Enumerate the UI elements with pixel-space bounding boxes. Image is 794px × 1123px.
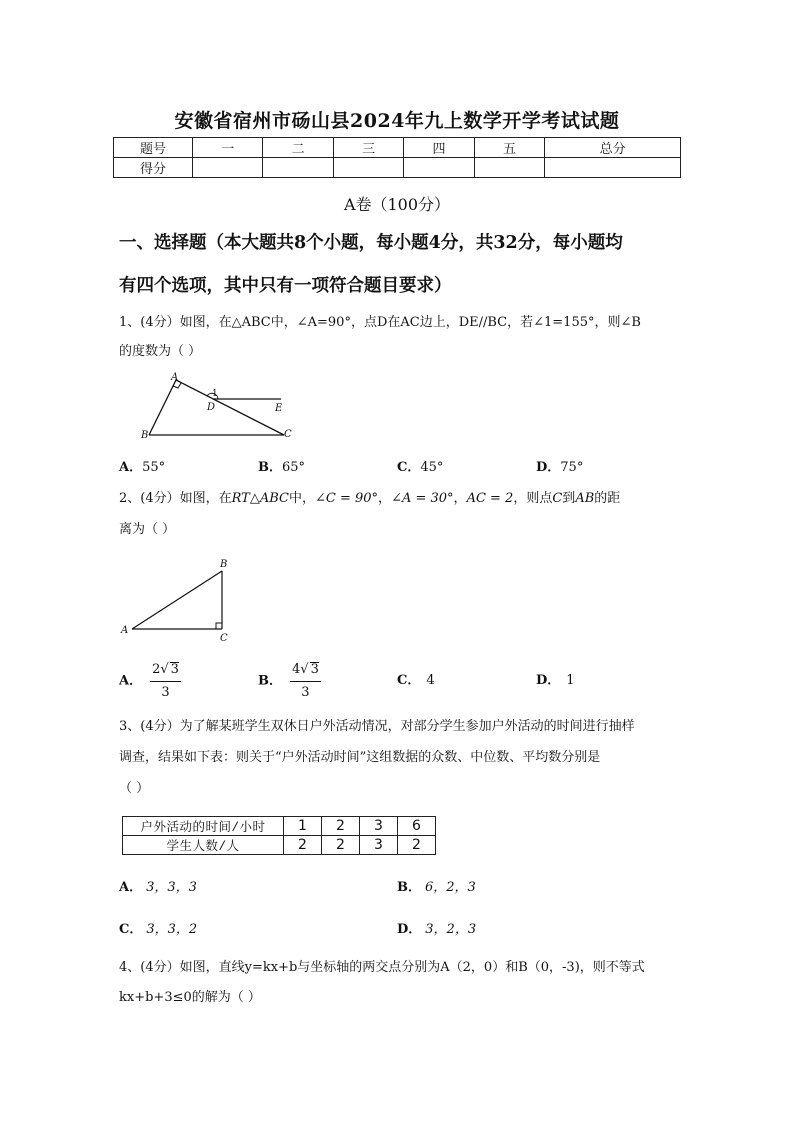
q3-table-cell: 2 <box>284 836 322 855</box>
q2-option-a[interactable]: A． $\frac{2√ 3}{3}$ <box>119 660 181 703</box>
q3-table-cell: 3 <box>360 836 398 855</box>
q3-activity-table <box>122 816 436 855</box>
q1-triangle-figure <box>136 370 306 442</box>
score-input-cell[interactable] <box>545 158 681 178</box>
volume-heading: A卷（100分） <box>343 195 451 214</box>
q3-option-a[interactable]: A． 3，3，3 <box>119 880 197 895</box>
q1-label-b: B <box>141 430 149 441</box>
score-table-score-row <box>114 158 681 178</box>
q2-option-b[interactable]: B． $\frac{4√ 3}{3}$ <box>258 660 321 703</box>
q2-option-b-fraction: $\frac{4√ 3}{3}$ <box>292 662 319 700</box>
q2-label-b: B <box>220 559 228 570</box>
score-cell: 一 <box>193 138 263 158</box>
score-cell: 二 <box>263 138 333 158</box>
q1-stem-line2: 的度数为（ ） <box>119 344 202 359</box>
q3-table-row-hours <box>123 817 436 836</box>
score-table-header-row <box>114 138 681 158</box>
q2-right-triangle-figure <box>118 554 238 644</box>
q2-stem-line2: 离为（ ） <box>119 522 176 537</box>
q3-table-cell: 2 <box>398 836 436 855</box>
q3-stem-line3: （ ） <box>119 781 150 796</box>
score-cell: 题号 <box>114 138 193 158</box>
score-input-cell[interactable] <box>404 158 474 178</box>
q3-table-header: 学生人数/人 <box>123 836 284 855</box>
q3-stem-line1: 3、(4分）为了解某班学生双休日户外活动情况，对部分学生参加户外活动的时间进行抽样 <box>119 719 635 734</box>
score-input-cell[interactable] <box>474 158 544 178</box>
q3-table-cell: 6 <box>398 817 436 836</box>
q1-option-d[interactable]: D．75° <box>536 460 584 475</box>
q3-stem-line2: 调查，结果如下表：则关于“户外活动时间”这组数据的众数、中位数、平均数分别是 <box>119 750 601 765</box>
q1-option-a[interactable]: A．55° <box>119 460 166 475</box>
q2-label-a: A <box>121 625 129 636</box>
q2-label-c: C <box>220 633 228 644</box>
q3-table-cell: 3 <box>360 817 398 836</box>
q3-table-cell: 1 <box>284 817 322 836</box>
q3-table-header: 户外活动的时间/小时 <box>123 817 284 836</box>
q2-stem-line1: 2、(4分）如图，在RT△ABC中，∠C = 90°，∠A = 30°，AC = 2，则点C到AB的距 <box>119 491 621 506</box>
exam-title: 安徽省宿州市砀山县2024年九上数学开学考试试题 <box>174 110 620 132</box>
score-cell: 三 <box>333 138 403 158</box>
q1-label-e: E <box>275 403 283 414</box>
q1-label-a: A <box>171 372 179 383</box>
q4-stem-line1: 4、(4分）如图，直线y=kx+b与坐标轴的两交点分别为A（2，0）和B（0，-3)，则不等式 <box>119 960 645 975</box>
q1-label-d: D <box>207 402 216 413</box>
q3-option-c[interactable]: C． 3，3，2 <box>119 922 198 937</box>
q3-table-cell: 2 <box>322 836 360 855</box>
q2-option-d[interactable]: D． 1 <box>536 673 575 688</box>
q3-table-row-students <box>123 836 436 855</box>
score-input-cell[interactable] <box>333 158 403 178</box>
score-input-cell[interactable] <box>193 158 263 178</box>
q4-stem-line2: kx+b+3≤0的解为（ ） <box>119 990 261 1005</box>
score-cell: 四 <box>404 138 474 158</box>
q1-label-c: C <box>284 429 292 440</box>
score-input-cell[interactable] <box>263 158 333 178</box>
q1-option-c[interactable]: C．45° <box>397 460 444 475</box>
q3-option-d[interactable]: D． 3，2，3 <box>397 922 477 937</box>
score-cell: 总分 <box>545 138 681 158</box>
q2-option-a-fraction: $\frac{2√ 3}{3}$ <box>152 662 179 700</box>
score-cell: 五 <box>474 138 544 158</box>
section-heading-line2: 有四个选项，其中只有一项符合题目要求） <box>119 276 452 296</box>
score-table <box>113 137 681 178</box>
q3-table-cell: 2 <box>322 817 360 836</box>
q1-stem-line1: 1、(4分）如图，在△ABC中，∠A=90°，点D在AC边上，DE//BC，若∠1=155°，则∠B <box>119 315 641 330</box>
score-cell: 得分 <box>114 158 193 178</box>
q3-option-b[interactable]: B． 6，2，3 <box>397 880 476 895</box>
q1-label-angle-1: 1 <box>212 389 218 399</box>
section-heading-line1: 一、选择题（本大题共8个小题，每小题4分，共32分，每小题均 <box>119 233 623 253</box>
q2-option-c[interactable]: C． 4 <box>397 673 435 688</box>
q1-option-b[interactable]: B．65° <box>258 460 306 475</box>
